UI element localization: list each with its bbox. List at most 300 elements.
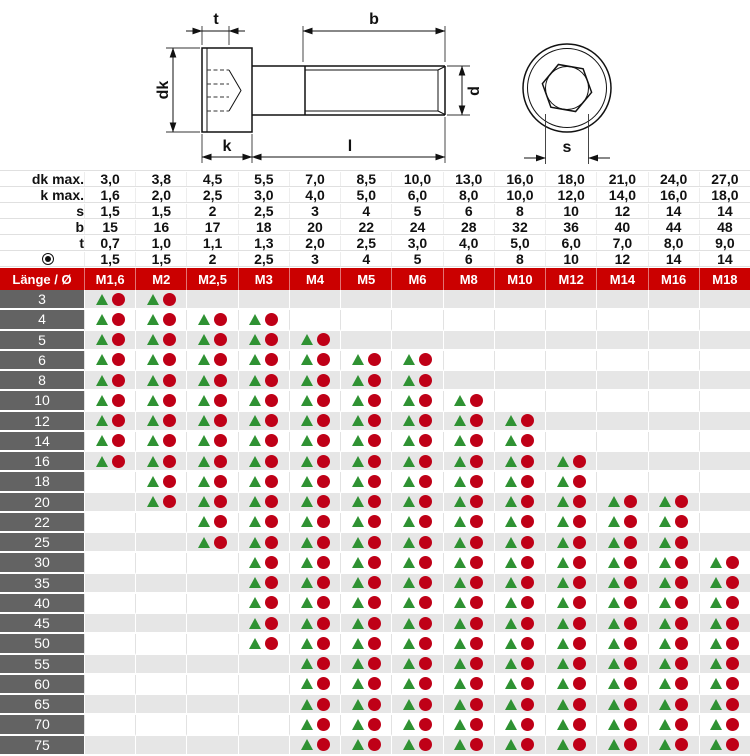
- availability-cell: [699, 452, 750, 472]
- available-triangle-icon: [301, 375, 313, 386]
- available-circle-icon: [112, 313, 125, 326]
- available-triangle-icon: [557, 719, 569, 730]
- availability-cell: [340, 432, 391, 452]
- availability-cell: [238, 695, 289, 715]
- available-circle-icon: [624, 617, 637, 630]
- availability-cell: [84, 452, 135, 472]
- available-triangle-icon: [403, 375, 415, 386]
- availability-cell: [340, 695, 391, 715]
- dimension-row: [0, 219, 750, 235]
- dimension-value: 12,0: [545, 188, 596, 202]
- availability-cell: [699, 351, 750, 371]
- available-circle-icon: [675, 576, 688, 589]
- available-circle-icon: [163, 495, 176, 508]
- dimension-value: 8,0: [443, 188, 494, 202]
- available-triangle-icon: [454, 476, 466, 487]
- available-circle-icon: [573, 657, 586, 670]
- dimension-value: 2,0: [135, 188, 186, 202]
- dimension-value: 18,0: [545, 172, 596, 186]
- available-triangle-icon: [96, 354, 108, 365]
- available-circle-icon: [573, 738, 586, 751]
- dimension-row: [0, 187, 750, 203]
- available-circle-icon: [419, 617, 432, 630]
- dimension-value: 2,5: [340, 236, 391, 250]
- available-triangle-icon: [505, 415, 517, 426]
- dimension-value: 5: [391, 204, 442, 218]
- availability-cell: [648, 675, 699, 695]
- availability-cell: [391, 655, 442, 675]
- availability-cell: [186, 736, 237, 756]
- dimension-value: 8,0: [648, 236, 699, 250]
- available-triangle-icon: [659, 537, 671, 548]
- available-triangle-icon: [608, 496, 620, 507]
- available-circle-icon: [521, 556, 534, 569]
- available-circle-icon: [317, 333, 330, 346]
- available-triangle-icon: [352, 678, 364, 689]
- available-circle-icon: [265, 414, 278, 427]
- length-label: 10: [0, 391, 84, 411]
- available-circle-icon: [573, 536, 586, 549]
- available-circle-icon: [317, 495, 330, 508]
- available-triangle-icon: [249, 476, 261, 487]
- dimension-value: 5,0: [494, 236, 545, 250]
- availability-cell: [699, 533, 750, 553]
- dimension-l: [252, 117, 445, 163]
- availability-cell: [238, 331, 289, 351]
- availability-cell: [391, 391, 442, 411]
- availability-cell: [135, 715, 186, 735]
- availability-cell: [648, 452, 699, 472]
- availability-cell: [648, 290, 699, 310]
- available-circle-icon: [214, 455, 227, 468]
- available-triangle-icon: [608, 699, 620, 710]
- available-triangle-icon: [198, 496, 210, 507]
- availability-cell: [494, 513, 545, 533]
- available-circle-icon: [624, 596, 637, 609]
- matrix-row: [0, 371, 750, 391]
- length-label: 20: [0, 493, 84, 513]
- available-triangle-icon: [403, 354, 415, 365]
- availability-cell: [135, 472, 186, 492]
- matrix-column-header-M16: M16: [648, 268, 699, 290]
- availability-cell: [340, 452, 391, 472]
- available-circle-icon: [726, 596, 739, 609]
- available-circle-icon: [265, 475, 278, 488]
- available-circle-icon: [419, 738, 432, 751]
- available-circle-icon: [317, 677, 330, 690]
- availability-cell: [699, 715, 750, 735]
- dimension-value: 2: [186, 204, 237, 218]
- availability-cell: [391, 371, 442, 391]
- available-triangle-icon: [301, 597, 313, 608]
- length-label: 12: [0, 412, 84, 432]
- availability-cell: [340, 736, 391, 756]
- available-circle-icon: [573, 677, 586, 690]
- dimension-value: 0,7: [84, 236, 135, 250]
- available-triangle-icon: [352, 618, 364, 629]
- available-triangle-icon: [557, 678, 569, 689]
- availability-cell: [596, 675, 647, 695]
- dimension-row: [0, 251, 750, 267]
- available-triangle-icon: [249, 375, 261, 386]
- available-triangle-icon: [352, 435, 364, 446]
- available-circle-icon: [419, 353, 432, 366]
- available-triangle-icon: [505, 658, 517, 669]
- available-triangle-icon: [147, 354, 159, 365]
- available-triangle-icon: [557, 638, 569, 649]
- available-circle-icon: [573, 495, 586, 508]
- available-circle-icon: [265, 515, 278, 528]
- availability-cell: [699, 432, 750, 452]
- available-circle-icon: [265, 576, 278, 589]
- available-triangle-icon: [301, 476, 313, 487]
- available-triangle-icon: [557, 597, 569, 608]
- available-circle-icon: [624, 698, 637, 711]
- available-circle-icon: [726, 718, 739, 731]
- availability-cell: [135, 614, 186, 634]
- availability-cell: [443, 594, 494, 614]
- matrix-column-header-M6: M6: [391, 268, 442, 290]
- availability-cell: [289, 371, 340, 391]
- availability-cell: [443, 331, 494, 351]
- available-triangle-icon: [198, 314, 210, 325]
- available-triangle-icon: [710, 638, 722, 649]
- availability-cell: [443, 715, 494, 735]
- available-circle-icon: [470, 536, 483, 549]
- availability-cell: [84, 675, 135, 695]
- availability-cell: [443, 574, 494, 594]
- availability-cell: [186, 493, 237, 513]
- availability-cell: [596, 513, 647, 533]
- available-circle-icon: [675, 698, 688, 711]
- availability-cell: [596, 533, 647, 553]
- availability-cell: [84, 715, 135, 735]
- dimension-value: 14: [699, 252, 750, 266]
- length-label: 4: [0, 310, 84, 330]
- availability-cell: [545, 655, 596, 675]
- dimension-d: [447, 66, 483, 115]
- availability-cell: [699, 371, 750, 391]
- available-triangle-icon: [352, 456, 364, 467]
- matrix-row: [0, 513, 750, 533]
- dimension-value: 14,0: [596, 188, 647, 202]
- available-triangle-icon: [454, 516, 466, 527]
- dim-label-t: t: [213, 11, 219, 28]
- hex-socket-hidden-lines: [207, 70, 241, 111]
- dimension-value: 1,5: [84, 252, 135, 266]
- availability-cell: [699, 675, 750, 695]
- availability-cell: [238, 655, 289, 675]
- available-triangle-icon: [96, 294, 108, 305]
- available-circle-icon: [368, 374, 381, 387]
- dim-label-s: s: [562, 139, 572, 156]
- availability-cell: [443, 614, 494, 634]
- length-label: 45: [0, 614, 84, 634]
- availability-cell: [443, 310, 494, 330]
- available-circle-icon: [624, 515, 637, 528]
- availability-cell: [699, 290, 750, 310]
- available-circle-icon: [675, 718, 688, 731]
- available-triangle-icon: [505, 699, 517, 710]
- dimension-value: 1,5: [84, 204, 135, 218]
- dimension-value: 8,5: [340, 172, 391, 186]
- available-triangle-icon: [198, 476, 210, 487]
- availability-cell: [238, 614, 289, 634]
- available-circle-icon: [521, 617, 534, 630]
- dimension-value: 21,0: [596, 172, 647, 186]
- dim-label-b: b: [369, 11, 379, 28]
- available-circle-icon: [317, 738, 330, 751]
- dimension-value: 5,5: [238, 172, 289, 186]
- available-triangle-icon: [249, 638, 261, 649]
- availability-cell: [545, 331, 596, 351]
- available-triangle-icon: [403, 719, 415, 730]
- length-label: 22: [0, 513, 84, 533]
- available-circle-icon: [419, 374, 432, 387]
- availability-cell: [545, 493, 596, 513]
- dimension-value: 14: [648, 252, 699, 266]
- length-label: 25: [0, 533, 84, 553]
- dimension-value: 1,5: [135, 204, 186, 218]
- availability-cell: [391, 432, 442, 452]
- availability-cell: [494, 351, 545, 371]
- availability-cell: [289, 391, 340, 411]
- dimension-value: 20: [289, 220, 340, 234]
- availability-cell: [648, 432, 699, 452]
- availability-cell: [391, 553, 442, 573]
- available-circle-icon: [470, 455, 483, 468]
- available-triangle-icon: [454, 435, 466, 446]
- matrix-column-header-M18: M18: [699, 268, 750, 290]
- available-circle-icon: [419, 475, 432, 488]
- available-circle-icon: [521, 455, 534, 468]
- available-circle-icon: [521, 657, 534, 670]
- available-circle-icon: [726, 556, 739, 569]
- available-triangle-icon: [403, 435, 415, 446]
- matrix-corner-header: Länge / Ø: [12, 271, 72, 287]
- available-circle-icon: [419, 677, 432, 690]
- availability-cell: [238, 553, 289, 573]
- dimension-value: 10,0: [494, 188, 545, 202]
- availability-cell: [648, 594, 699, 614]
- available-circle-icon: [726, 576, 739, 589]
- availability-cell: [84, 371, 135, 391]
- availability-cell: [289, 614, 340, 634]
- availability-cell: [289, 594, 340, 614]
- available-triangle-icon: [608, 739, 620, 750]
- availability-cell: [699, 553, 750, 573]
- available-circle-icon: [419, 657, 432, 670]
- dimension-value: 16: [135, 220, 186, 234]
- available-triangle-icon: [96, 375, 108, 386]
- available-triangle-icon: [249, 354, 261, 365]
- availability-cell: [289, 553, 340, 573]
- available-triangle-icon: [403, 415, 415, 426]
- available-circle-icon: [573, 515, 586, 528]
- availability-cell: [289, 452, 340, 472]
- availability-matrix: [0, 268, 750, 756]
- availability-cell: [391, 594, 442, 614]
- available-circle-icon: [368, 434, 381, 447]
- available-triangle-icon: [352, 597, 364, 608]
- availability-cell: [648, 715, 699, 735]
- matrix-column-header-M25: M2,5: [186, 268, 237, 290]
- available-triangle-icon: [301, 699, 313, 710]
- matrix-column-header-M10: M10: [494, 268, 545, 290]
- available-circle-icon: [368, 576, 381, 589]
- available-circle-icon: [470, 434, 483, 447]
- availability-cell: [443, 371, 494, 391]
- available-circle-icon: [317, 596, 330, 609]
- availability-cell: [135, 513, 186, 533]
- availability-cell: [238, 675, 289, 695]
- availability-cell: [391, 493, 442, 513]
- availability-cell: [340, 472, 391, 492]
- available-triangle-icon: [608, 618, 620, 629]
- availability-cell: [699, 574, 750, 594]
- matrix-row: [0, 533, 750, 553]
- availability-cell: [545, 351, 596, 371]
- available-triangle-icon: [96, 334, 108, 345]
- availability-cell: [443, 695, 494, 715]
- availability-cell: [84, 331, 135, 351]
- available-circle-icon: [265, 596, 278, 609]
- availability-cell: [443, 412, 494, 432]
- availability-cell: [596, 655, 647, 675]
- availability-cell: [699, 493, 750, 513]
- availability-cell: [340, 351, 391, 371]
- available-circle-icon: [573, 455, 586, 468]
- available-triangle-icon: [403, 557, 415, 568]
- available-circle-icon: [470, 738, 483, 751]
- dimension-row-label: [0, 253, 84, 265]
- availability-cell: [545, 634, 596, 654]
- available-triangle-icon: [352, 476, 364, 487]
- availability-cell: [340, 513, 391, 533]
- available-triangle-icon: [96, 456, 108, 467]
- available-triangle-icon: [96, 435, 108, 446]
- availability-cell: [84, 574, 135, 594]
- dimension-value: 14: [648, 204, 699, 218]
- available-circle-icon: [624, 495, 637, 508]
- availability-cell: [84, 513, 135, 533]
- dimension-value: 1,3: [238, 236, 289, 250]
- dim-label-d: d: [466, 86, 483, 96]
- available-circle-icon: [419, 536, 432, 549]
- available-triangle-icon: [249, 395, 261, 406]
- dimension-row: [0, 203, 750, 219]
- available-triangle-icon: [557, 618, 569, 629]
- availability-cell: [289, 432, 340, 452]
- matrix-body: [0, 290, 750, 756]
- availability-cell: [391, 614, 442, 634]
- available-circle-icon: [163, 394, 176, 407]
- availability-cell: [596, 574, 647, 594]
- availability-cell: [84, 553, 135, 573]
- dimension-value: 12: [596, 204, 647, 218]
- matrix-row: [0, 553, 750, 573]
- dimension-value: 3,8: [135, 172, 186, 186]
- dimension-value: 7,0: [596, 236, 647, 250]
- dimension-value: 8: [494, 204, 545, 218]
- availability-cell: [340, 715, 391, 735]
- available-circle-icon: [470, 475, 483, 488]
- available-circle-icon: [265, 637, 278, 650]
- dimension-value: 3: [289, 204, 340, 218]
- availability-cell: [443, 655, 494, 675]
- availability-cell: [443, 351, 494, 371]
- available-triangle-icon: [710, 658, 722, 669]
- dimension-row-label: t: [79, 234, 84, 251]
- availability-cell: [648, 472, 699, 492]
- available-triangle-icon: [608, 658, 620, 669]
- availability-cell: [494, 715, 545, 735]
- availability-cell: [340, 594, 391, 614]
- available-circle-icon: [624, 738, 637, 751]
- available-triangle-icon: [403, 496, 415, 507]
- availability-cell: [340, 614, 391, 634]
- matrix-column-header-M3: M3: [238, 268, 289, 290]
- matrix-row: [0, 331, 750, 351]
- dimension-dk: [155, 48, 200, 132]
- dimension-b: [303, 11, 445, 62]
- availability-cell: [84, 533, 135, 553]
- available-circle-icon: [163, 293, 176, 306]
- dimension-value: 2,0: [289, 236, 340, 250]
- available-triangle-icon: [454, 638, 466, 649]
- available-circle-icon: [112, 374, 125, 387]
- available-triangle-icon: [710, 577, 722, 588]
- availability-cell: [135, 675, 186, 695]
- availability-cell: [340, 655, 391, 675]
- screw-side-view: [155, 11, 483, 163]
- matrix-row: [0, 412, 750, 432]
- availability-cell: [186, 614, 237, 634]
- matrix-row: [0, 452, 750, 472]
- available-triangle-icon: [301, 415, 313, 426]
- available-circle-icon: [573, 637, 586, 650]
- availability-cell: [596, 715, 647, 735]
- availability-cell: [545, 412, 596, 432]
- availability-cell: [340, 310, 391, 330]
- available-triangle-icon: [147, 294, 159, 305]
- availability-cell: [391, 412, 442, 432]
- availability-cell: [545, 553, 596, 573]
- available-triangle-icon: [301, 395, 313, 406]
- availability-cell: [596, 412, 647, 432]
- matrix-row: [0, 432, 750, 452]
- dimension-value: 4: [340, 204, 391, 218]
- dimension-s: [524, 114, 610, 164]
- available-triangle-icon: [147, 456, 159, 467]
- available-circle-icon: [214, 515, 227, 528]
- availability-cell: [443, 391, 494, 411]
- dim-label-l: l: [347, 138, 353, 155]
- availability-cell: [340, 533, 391, 553]
- availability-cell: [494, 614, 545, 634]
- availability-cell: [699, 472, 750, 492]
- available-circle-icon: [675, 596, 688, 609]
- available-circle-icon: [470, 657, 483, 670]
- available-triangle-icon: [710, 618, 722, 629]
- availability-cell: [340, 574, 391, 594]
- available-circle-icon: [317, 394, 330, 407]
- available-circle-icon: [573, 718, 586, 731]
- availability-cell: [186, 391, 237, 411]
- available-circle-icon: [265, 455, 278, 468]
- available-triangle-icon: [710, 739, 722, 750]
- dimension-value: 48: [699, 220, 750, 234]
